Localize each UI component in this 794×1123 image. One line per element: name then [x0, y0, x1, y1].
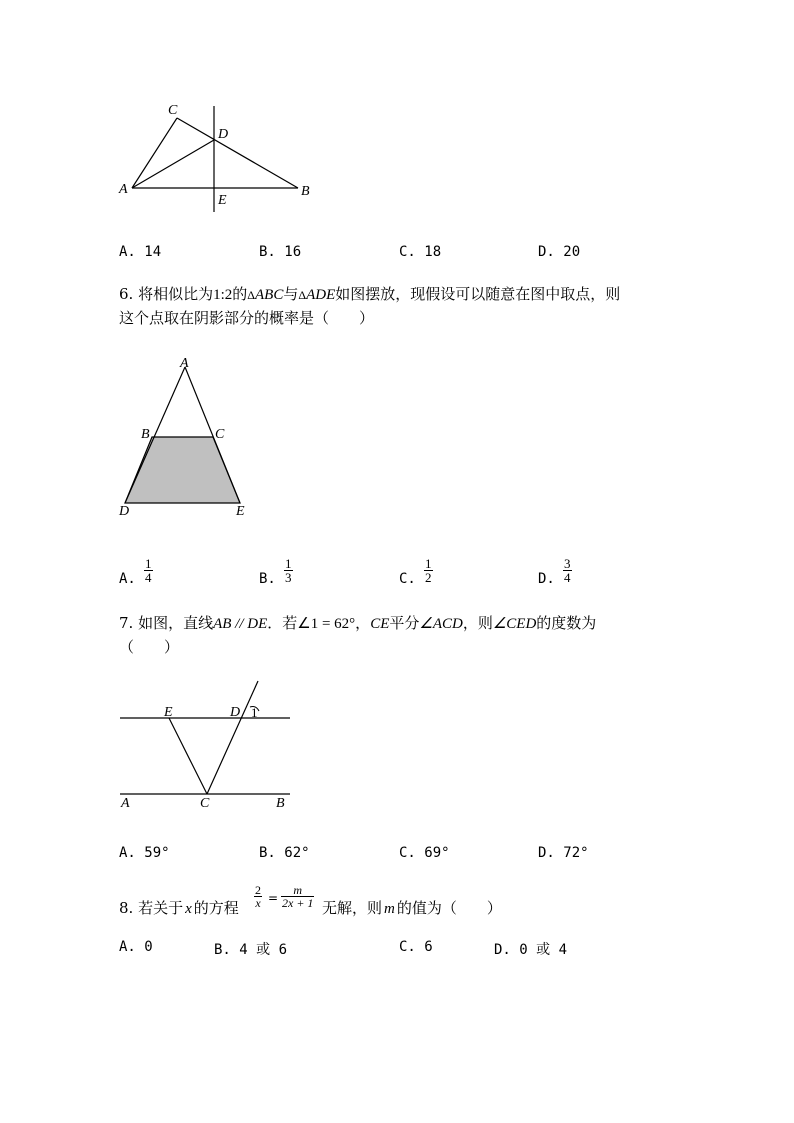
q7-comma: ， — [355, 614, 371, 632]
denominator: 3 — [285, 570, 292, 585]
label-a: A — [180, 356, 189, 371]
q6-text-b: 的 — [232, 285, 248, 303]
q8-option-c: C. 6 — [399, 939, 433, 955]
q8-option-b: B. 4 或 6 — [214, 942, 288, 958]
label-d: D — [119, 504, 130, 519]
q6-text-d: 如图摆放，现假设可以随意在图中取点，则 — [335, 285, 621, 303]
q8-option-a: A. 0 — [119, 939, 153, 955]
denominator: 2 — [425, 570, 432, 585]
q5-option-b: B. 16 — [259, 244, 302, 260]
denominator: x — [255, 896, 261, 910]
label-a: A — [121, 796, 130, 811]
q7-option-c: C. 69° — [399, 845, 450, 861]
label-e: E — [164, 705, 173, 720]
q8-suffix-group — [322, 897, 502, 918]
q7-paren: （ ） — [119, 638, 180, 656]
label-d: D — [230, 705, 241, 720]
q6-option-d-fraction — [563, 557, 572, 584]
q6-option-b-letter: B. — [259, 571, 276, 587]
q8-equals: = — [268, 891, 279, 905]
numerator: 1 — [145, 556, 152, 571]
q7-mid2: 平分 — [389, 614, 420, 632]
numerator: m — [293, 883, 303, 897]
q6-option-c-fraction — [424, 557, 433, 584]
q7-stem-line1 — [119, 612, 596, 633]
q7-prefix: 7. 如图，直线 — [119, 614, 214, 632]
label-c: C — [215, 427, 225, 442]
label-e: E — [236, 504, 245, 519]
q8-suffix: 的值为（ ） — [396, 899, 502, 917]
numerator: 2 — [255, 883, 261, 897]
q7-parallel: AB // DE — [213, 616, 268, 632]
q8-fraction-m-over-2x-plus-1 — [281, 884, 314, 909]
q7-mid1: ．若 — [267, 614, 298, 632]
numerator: 1 — [285, 556, 292, 571]
label-1: 1 — [251, 705, 258, 720]
label-c: C — [168, 103, 178, 118]
label-b: B — [141, 427, 150, 442]
segment-ec — [169, 718, 207, 794]
segment-ad — [132, 140, 214, 188]
q7-suffix: 的度数为 — [536, 614, 597, 632]
label-a: A — [119, 182, 128, 197]
triangle-figure-q5 — [110, 98, 330, 218]
parallel-lines-figure-q7 — [110, 675, 300, 815]
shaded-region — [125, 437, 240, 503]
q6-text-c: 与 — [283, 285, 299, 303]
q6-option-b-fraction — [284, 557, 293, 584]
q6-ratio: 1:2 — [213, 287, 233, 303]
q6-option-c-letter: C. — [399, 571, 416, 587]
q8-mid2: 无解，则 — [322, 899, 383, 917]
q8-prefix-group — [119, 897, 239, 918]
q8-fraction-2-over-x — [254, 884, 262, 909]
q7-ced: ∠CED — [492, 616, 537, 632]
q6-stem-line1 — [119, 283, 620, 304]
denominator: 4 — [145, 570, 152, 585]
q7-option-d: D. 72° — [538, 845, 589, 861]
label-c: C — [200, 796, 210, 811]
q8-m: m — [384, 901, 395, 917]
q8-x: x — [185, 901, 192, 917]
q6-option-a-letter: A. — [119, 571, 136, 587]
q8-prefix: 8. 若关于 — [119, 899, 184, 917]
segment-cb — [177, 118, 298, 188]
q5-option-d: D. 20 — [538, 244, 581, 260]
trapezoid-figure-q6 — [110, 355, 260, 525]
q6-triangle-abc: ABC — [255, 287, 284, 303]
q6-delta-1: Δ — [247, 288, 255, 302]
label-b: B — [301, 184, 310, 199]
q6-option-a-fraction — [144, 557, 153, 584]
q8-mid1: 的方程 — [193, 899, 239, 917]
q6-delta-2: Δ — [298, 288, 307, 302]
q7-ce: CE — [370, 616, 390, 632]
q6-text-a: 6. 将相似比为 — [119, 285, 214, 303]
denominator: 4 — [564, 570, 571, 585]
q6-option-d-letter: D. — [538, 571, 555, 587]
numerator: 3 — [564, 556, 571, 571]
q6-triangle-ade: ADE — [306, 287, 336, 303]
q7-option-b: B. 62° — [259, 845, 310, 861]
q7-acd: ∠ACD — [419, 616, 463, 632]
denominator: 2x + 1 — [282, 896, 314, 910]
q7-angle1: ∠1 = 62° — [297, 616, 356, 632]
label-b: B — [276, 796, 285, 811]
q5-option-c: C. 18 — [399, 244, 442, 260]
line-cd — [207, 681, 258, 794]
q7-option-a: A. 59° — [119, 845, 170, 861]
q5-option-a: A. 14 — [119, 244, 162, 260]
segment-ac — [132, 118, 177, 188]
numerator: 1 — [425, 556, 432, 571]
q7-mid3: ，则 — [462, 614, 493, 632]
q8-option-d: D. 0 或 4 — [494, 942, 568, 958]
label-e: E — [218, 193, 227, 208]
q6-stem-line2: 这个点取在阴影部分的概率是（ ） — [119, 309, 375, 327]
label-d: D — [218, 127, 229, 142]
